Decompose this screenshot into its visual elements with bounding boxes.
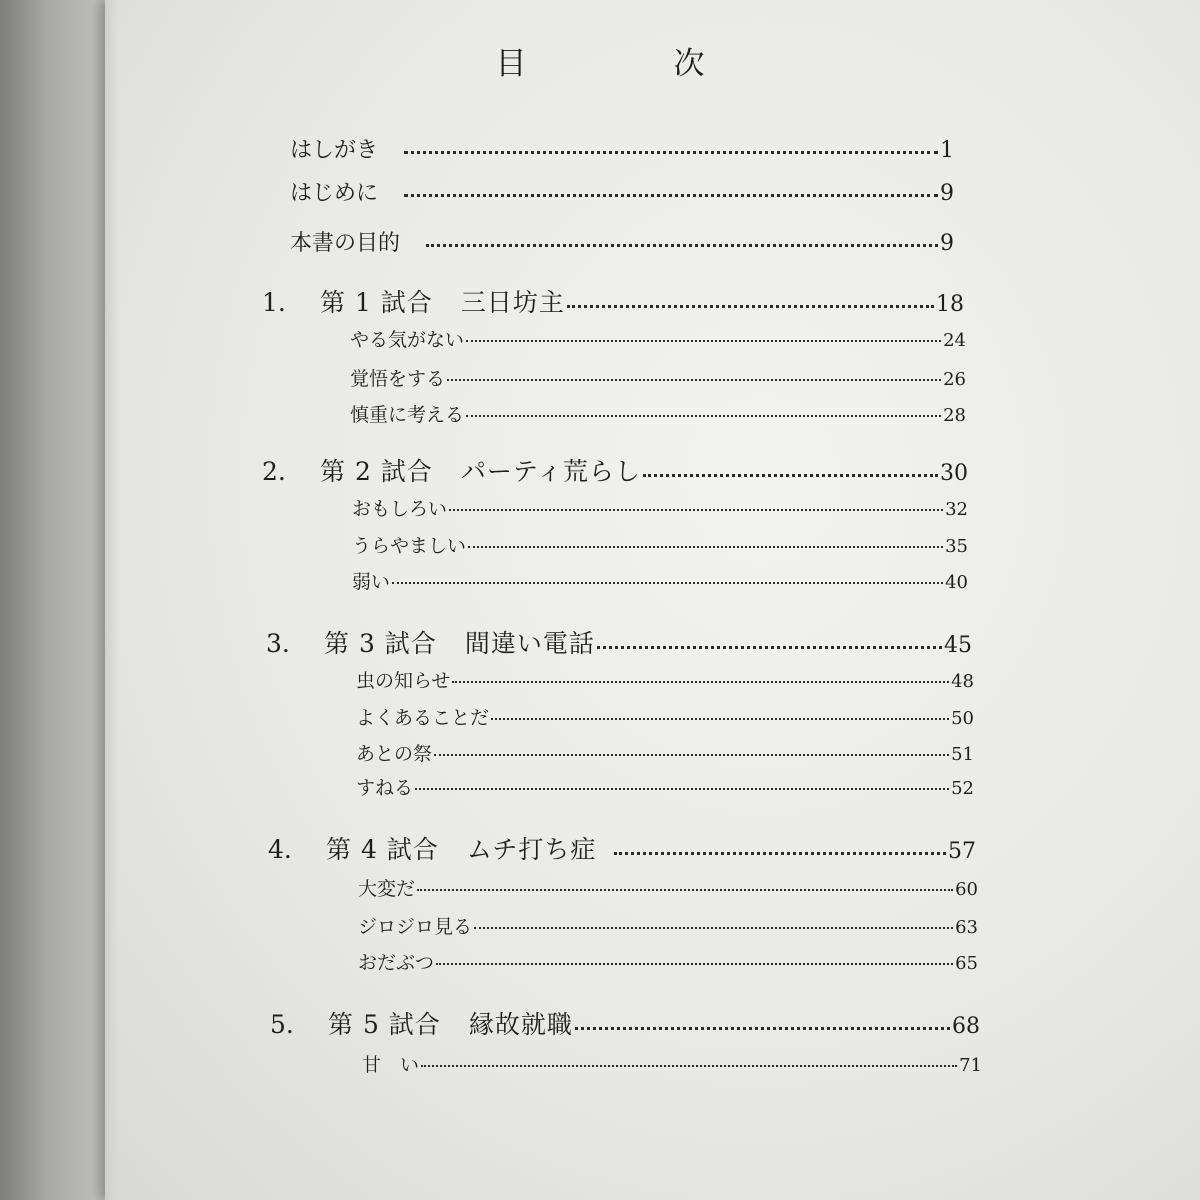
chapter-page: 57 bbox=[948, 839, 976, 864]
toc-entry-introduction bbox=[290, 176, 954, 207]
section-page: 50 bbox=[951, 708, 974, 729]
chapter-game: 第 1 試合 bbox=[320, 288, 433, 317]
dot-leader bbox=[447, 366, 941, 385]
toc-section bbox=[358, 874, 978, 901]
section-page: 40 bbox=[945, 572, 968, 593]
section-page: 28 bbox=[943, 405, 966, 426]
dot-leader bbox=[426, 228, 938, 250]
dot-leader bbox=[452, 668, 949, 687]
section-label: やる気がない bbox=[350, 329, 465, 351]
toc-chapter-5 bbox=[270, 1005, 980, 1041]
toc-entry-preface bbox=[290, 133, 954, 164]
toc-chapter-1 bbox=[262, 283, 964, 319]
chapter-number: 3. bbox=[266, 629, 290, 658]
section-label: おだぶつ bbox=[358, 952, 435, 974]
section-page: 63 bbox=[955, 917, 978, 938]
toc-section bbox=[352, 531, 968, 558]
toc-section bbox=[358, 948, 978, 975]
toc-chapter-4 bbox=[268, 830, 976, 866]
dot-leader bbox=[466, 402, 941, 421]
dot-leader bbox=[491, 705, 949, 724]
chapter-game: 第 4 試合 bbox=[326, 835, 439, 864]
section-label: すねる bbox=[356, 777, 414, 799]
toc-section bbox=[352, 494, 968, 521]
dot-leader bbox=[404, 135, 938, 157]
toc-entry-label: はじめに bbox=[290, 181, 379, 206]
chapter-title: ムチ打ち症 bbox=[466, 835, 597, 864]
chapter-page: 68 bbox=[952, 1014, 980, 1039]
toc-chapter-2 bbox=[262, 452, 968, 488]
chapter-page: 45 bbox=[944, 633, 972, 658]
section-page: 51 bbox=[951, 744, 974, 765]
section-page: 52 bbox=[951, 778, 974, 799]
chapter-title: 縁故就職 bbox=[468, 1010, 573, 1039]
toc-entry-label: はしがき bbox=[290, 138, 379, 163]
dot-leader bbox=[474, 914, 953, 933]
section-label: よくあることだ bbox=[356, 707, 490, 729]
toc-section bbox=[362, 1050, 982, 1077]
section-page: 65 bbox=[955, 953, 978, 974]
section-page: 35 bbox=[945, 536, 968, 557]
toc-section bbox=[356, 773, 974, 800]
toc-section bbox=[356, 666, 974, 693]
toc-chapter-3 bbox=[266, 624, 972, 660]
chapter-page: 30 bbox=[940, 461, 968, 486]
toc-entry-label: 本書の目的 bbox=[290, 231, 401, 256]
dot-leader bbox=[468, 533, 943, 552]
section-label: 虫の知らせ bbox=[356, 670, 451, 692]
chapter-title: 間違い電話 bbox=[464, 629, 595, 658]
dot-leader bbox=[436, 950, 953, 969]
section-label: 大変だ bbox=[358, 878, 416, 900]
dot-leader bbox=[434, 741, 949, 760]
dot-leader bbox=[449, 496, 943, 515]
chapter-number: 5. bbox=[270, 1010, 294, 1039]
dot-leader bbox=[575, 1008, 950, 1033]
dot-leader bbox=[567, 286, 934, 311]
section-page: 26 bbox=[943, 369, 966, 390]
toc-entry-page: 1 bbox=[940, 138, 954, 163]
section-label: ジロジロ見る bbox=[358, 916, 473, 938]
chapter-game: 第 3 試合 bbox=[324, 629, 437, 658]
toc-section bbox=[352, 567, 968, 594]
dot-leader bbox=[614, 833, 946, 858]
dot-leader bbox=[404, 178, 938, 200]
toc-section bbox=[350, 400, 966, 427]
chapter-page: 18 bbox=[936, 292, 964, 317]
toc-section bbox=[358, 912, 978, 939]
chapter-game: 第 5 試合 bbox=[328, 1010, 441, 1039]
chapter-number: 1. bbox=[262, 288, 286, 317]
toc-entry-page: 9 bbox=[940, 231, 954, 256]
dot-leader bbox=[421, 1052, 957, 1071]
toc-section bbox=[356, 703, 974, 730]
section-label: 覚悟をする bbox=[350, 368, 446, 390]
page-title: 目 次 bbox=[495, 46, 763, 82]
toc-section bbox=[350, 364, 966, 391]
section-label: 弱い bbox=[352, 571, 391, 593]
section-label: 慎重に考える bbox=[350, 404, 465, 426]
toc-entry-page: 9 bbox=[940, 181, 954, 206]
dot-leader bbox=[415, 775, 949, 794]
section-label: おもしろい bbox=[352, 498, 448, 520]
section-label: 甘 い bbox=[362, 1054, 420, 1076]
chapter-title: パーティ荒らし bbox=[460, 457, 641, 486]
chapter-number: 2. bbox=[262, 457, 286, 486]
section-page: 24 bbox=[943, 330, 966, 351]
section-page: 71 bbox=[959, 1055, 982, 1076]
section-page: 60 bbox=[955, 879, 978, 900]
chapter-title: 三日坊主 bbox=[460, 288, 565, 317]
dot-leader bbox=[597, 627, 942, 652]
chapter-number: 4. bbox=[268, 835, 292, 864]
dot-leader bbox=[417, 876, 953, 895]
chapter-game: 第 2 試合 bbox=[320, 457, 433, 486]
section-page: 48 bbox=[951, 671, 974, 692]
toc-entry-purpose bbox=[290, 226, 954, 257]
dot-leader bbox=[643, 455, 938, 480]
toc-section bbox=[350, 325, 966, 352]
dot-leader bbox=[392, 569, 943, 588]
section-label: うらやましい bbox=[352, 535, 467, 557]
section-label: あとの祭 bbox=[356, 743, 433, 765]
dot-leader bbox=[466, 327, 941, 346]
toc-section bbox=[356, 739, 974, 766]
section-page: 32 bbox=[945, 499, 968, 520]
